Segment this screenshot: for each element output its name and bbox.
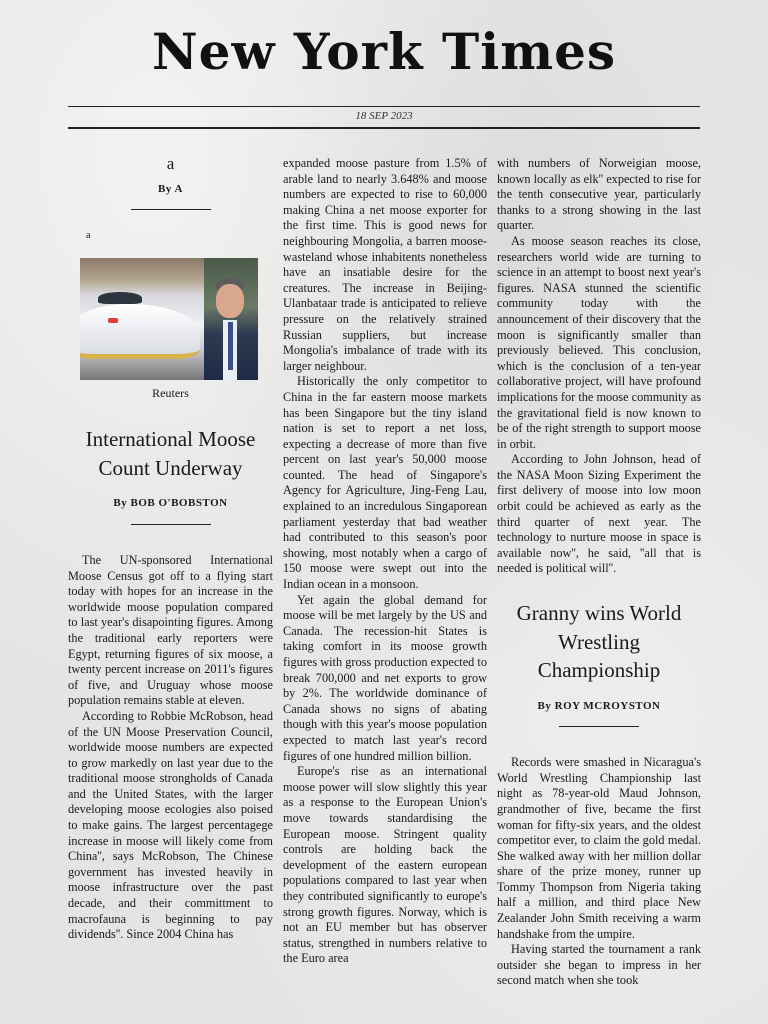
masthead-rule-top — [68, 106, 700, 107]
article1-paragraph: According to John Johnson, head of the NASA Moon Sizing Experiment the first delivery of moose into low moon orbit could be achieved as early as the third quarter of next year. The technology to nurture moose in space is available now'', he said, ''all that is needed is political will''. — [497, 452, 701, 576]
article1-paragraph: The UN-sponsored International Moose Census got off to a flying start today with hopes for an increase in the worldwide moose population compared to last year's disapointing figures. Among the traditional early reporters were Egypt, returning figures of six moose, a twenty percent increase on 2011's figures of five, and Uruguay whose moose population remains stable at eleven. — [68, 552, 273, 708]
image-caption-top: a — [86, 230, 91, 242]
divider — [131, 524, 211, 525]
masthead: New York Times — [151, 22, 617, 81]
small-article-byline: By A — [158, 182, 183, 195]
divider — [131, 209, 211, 210]
column-3 — [497, 156, 701, 989]
article2-byline: By ROY MCROYSTON — [537, 699, 661, 712]
small-article-title: a — [166, 154, 175, 173]
article1-paragraph: As moose season reaches its close, researchers world wide are turning to science in an attempt to boost next year's figures. NASA stunned the scientific community today with the announcement of their discovery that the moon is significantly smaller than previously believed. This conclusion, which is the conclusion of a ten-year collaborative project, will have profound implications for the moose community as the gravitational field is now known to be of the right strength to support moose in orbit. — [497, 233, 701, 451]
divider — [559, 726, 639, 727]
article1-paragraph: Europe's rise as an international moose power will slow slightly this year as a response to the European Union's move towards standardising the European moose. Stringent quality controls are holding back the development of the eastern european populations compared to last year when they contributed significantly to europe's strong growth figures. Norway, which is not an EU member but has observer status, strengthed in numbers relative to the Euro area — [283, 764, 487, 966]
photo-train-light — [108, 318, 118, 323]
column-1 — [68, 156, 273, 943]
article1-byline: By BOB O'BOBSTON — [113, 497, 228, 510]
article2-paragraph: Records were smashed in Nicaragua's World Wrestling Championship last night as 78-year-old Maud Johnson, grandmother of five, became the first woman for fifty-six years, and the oldest competitor ever, to claim the gold medal. She walked away with her million dollar share of the prize money, runner up Tommy Thompson from Nigeria taking half a million, and third place New Zealander John Smith receiving a warm handshake from the umpire. — [497, 755, 701, 941]
article1-headline: International Moose Count Underway — [85, 427, 256, 480]
article1-paragraph: According to Robbie McRobson, head of the UN Moose Preservation Council, worldwide moose numbers are expected to grow markedly on last year due to the traditional moose strongholds of Canada and the United States, with the larger developing moose ecologies also poised to make gains. The largest percentagege increase in moose will likely come from China'', says McRobson, The Chinese government has invested heavily in moose infrastructure over the past decade, and their committment to macrofauna is beginning to pay dividends''. Since 2004 China has — [68, 708, 273, 942]
photo-person-face — [216, 284, 244, 318]
news-photo — [80, 258, 258, 380]
photo-credit: Reuters — [152, 385, 189, 400]
photo-person-tie — [228, 322, 233, 370]
article1-paragraph: with numbers of Norweigian moose, known locally as elk'' expected to rise for the tenth consecutive year, particularly thanks to a strong showing in the last quarter. — [497, 156, 701, 233]
article2-headline: Granny wins World Wrestling Championship — [516, 601, 682, 683]
article1-paragraph: expanded moose pasture from 1.5% of arable land to nearly 3.648% and moose numbers are expected to rise to 60,000 making China a net moose exporter for the first time. This is good news for neighbouring Mongolia, a barren moose-wasteland whose inhabitents nonetheless have an insatiable desire for the creatures. The increase in Beijing-Ulanbataar trade is anticipated to relieve pressure on the relatively strained Russian suppliers, but increase Mongolia's imbalance of trade with its larger neighbour. — [283, 156, 487, 373]
column-2 — [283, 156, 487, 967]
article2-paragraph: Having started the tournament a rank outsider she began to impress in her second match when she took — [497, 942, 701, 988]
dateline: 18 SEP 2023 — [355, 110, 413, 122]
masthead-rule-bottom — [68, 127, 700, 129]
photo-train-window — [98, 292, 142, 304]
article1-paragraph: Historically the only competitor to China in the far eastern moose markets has been Singapore but the tiny island nation is set to report a net loss, expecting a decrease of more than five percent on last year's 50,000 moose counted. The head of Singapore's Agency for Agriculture, Jing-Feng Lau, explained to an incredulous Singaporean parliament yesterday that bad weather had contributed to this season's poor showing, most notably when a cargo of 150 moose were swept out into the Indian ocean in a monsoon. — [283, 374, 487, 592]
article1-paragraph: Yet again the global demand for moose will be met largely by the US and Canada. The recession-hit States is taking comfort in its moose growth figures with gross production expected to break 700,000 and net exports to grow by 2%. The worldwide dominance of Canada shows no signs of abating though with this year's moose population expected to match last year's record figures of one hundred million billion. — [283, 592, 487, 763]
